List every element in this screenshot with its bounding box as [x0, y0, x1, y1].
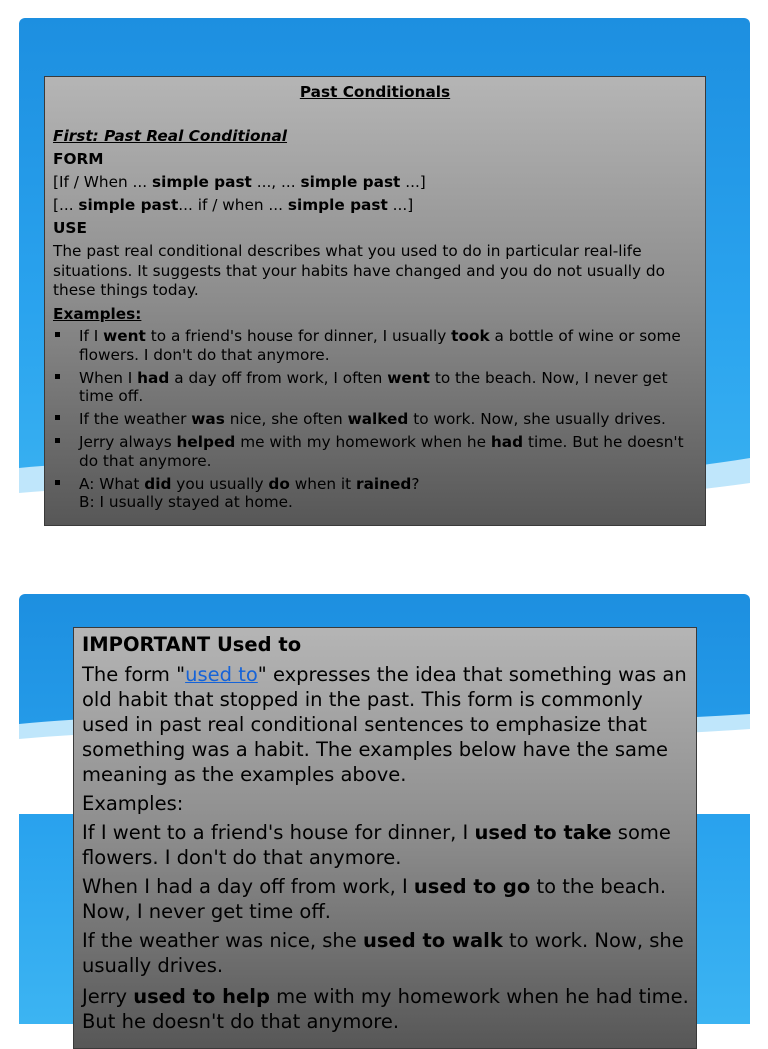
example-paragraph: Jerry used to help me with my homework when he had time. But he doesn't do that anymore.	[82, 985, 689, 1033]
bullet-icon	[55, 332, 60, 337]
example-paragraph: If the weather was nice, she used to walk to work. Now, she usually drives.	[82, 929, 684, 977]
page-title: Past Conditionals	[299, 83, 451, 101]
bullet-icon	[55, 438, 60, 443]
list-item: If I went to a friend's house for dinner, I usually took a bottle of wine or some flowers. I don't do that anymore.	[53, 327, 693, 364]
use-description: The past real conditional describes what you used to do in particular real-life situations. It suggests that your habits have changed and you do not usually do these things today.	[53, 242, 665, 299]
examples-label: Examples:	[82, 792, 184, 815]
example-paragraph: When I had a day off from work, I used to go to the beach. Now, I never get time off.	[82, 875, 667, 923]
section-heading: IMPORTANT Used to	[82, 633, 302, 656]
example-paragraph: If I went to a friend's house for dinner, I used to take some flowers. I don't do that anymore.	[82, 821, 671, 869]
section-subtitle: First: Past Real Conditional	[53, 127, 288, 145]
examples-heading: Examples:	[53, 305, 142, 323]
used-to-intro: The form "used to" expresses the idea that something was an old habit that stopped in the past. This form is commonly used in past real conditional sentences to emphasize that something was a habit. The examples below have the same meaning as the examples above.	[82, 663, 687, 786]
used-to-link[interactable]: used to	[185, 663, 258, 686]
form-line-1: [If / When ... simple past ..., ... simple past ...]	[53, 173, 426, 191]
examples-list	[53, 327, 693, 516]
past-conditionals-box	[44, 76, 706, 526]
list-item: When I had a day off from work, I often went to the beach. Now, I never get time off.	[53, 369, 693, 406]
use-heading: USE	[53, 219, 87, 237]
form-line-2: [... simple past... if / when ... simple past ...]	[53, 196, 414, 214]
list-item: Jerry always helped me with my homework when he had time. But he doesn't do that anymore.	[53, 433, 693, 470]
used-to-box	[73, 627, 697, 1049]
list-item: A: What did you usually do when it rained? B: I usually stayed at home.	[53, 475, 693, 512]
list-item: If the weather was nice, she often walked to work. Now, she usually drives.	[53, 410, 693, 429]
bullet-icon	[55, 374, 60, 379]
bullet-icon	[55, 415, 60, 420]
bullet-icon	[55, 480, 60, 485]
form-heading: FORM	[53, 150, 104, 168]
dialogue-reply: B: I usually stayed at home.	[79, 493, 293, 511]
